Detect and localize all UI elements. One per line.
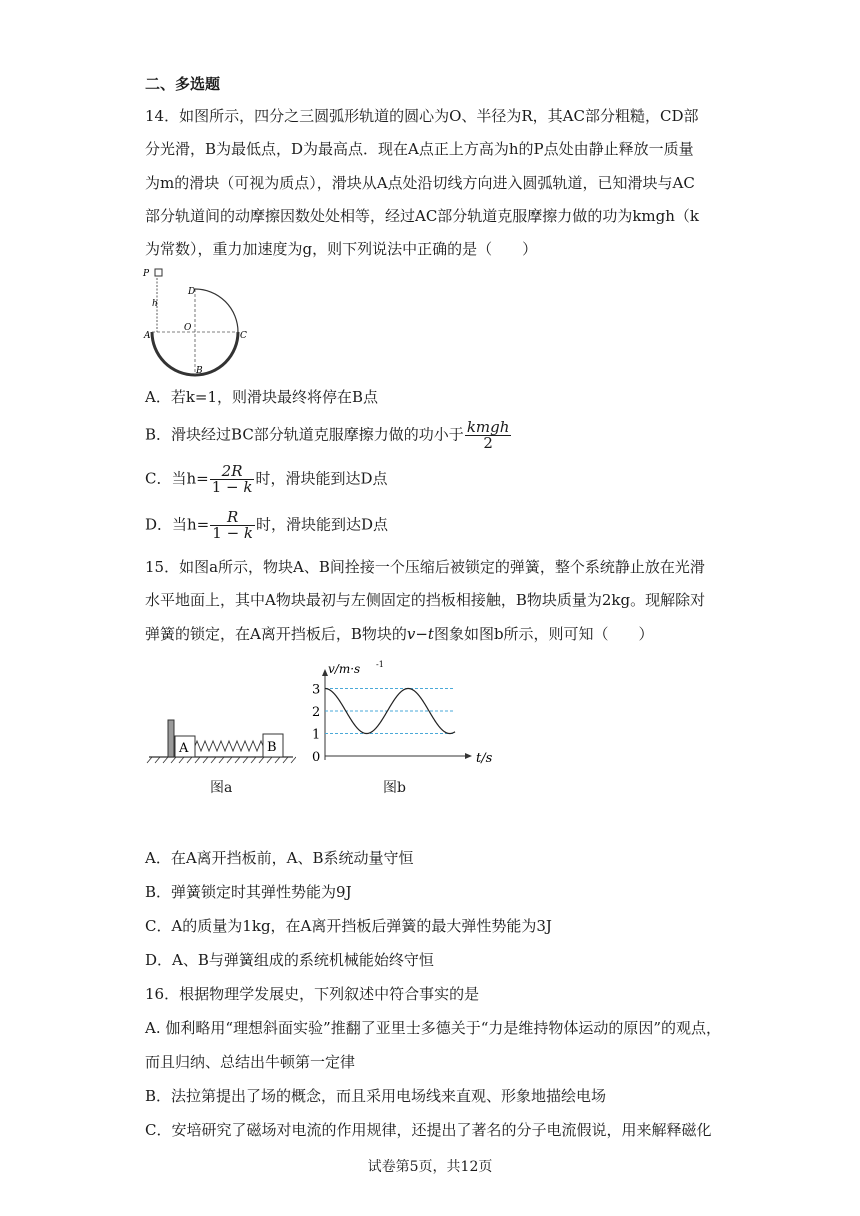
- q15-line-1: 15．如图a所示，物块A、B间拴接一个压缩后被锁定的弹簧，整个系统静止放在光滑: [145, 558, 705, 576]
- q16-option-a-line-1: A. 伽利略用“理想斜面实验”推翻了亚里士多德关于“力是维持物体运动的原因”的观点，: [145, 1019, 722, 1037]
- fraction-2r-over-1-minus-k: [210, 464, 255, 495]
- frac-den-part: 1 −: [211, 478, 244, 496]
- figure-b-caption: 图b: [383, 780, 406, 796]
- frac-den-k: k: [243, 478, 253, 496]
- q14-line-3: 为m的滑块（可视为质点），滑块从A点处沿切线方向进入圆弧轨道，已知滑块与AC: [145, 174, 695, 192]
- y-tick-labels: [312, 683, 320, 766]
- frac-den-k: k: [243, 524, 254, 542]
- reference-lines: [325, 689, 455, 734]
- q14-line-4: 部分轨道间的动摩擦因数处处相等，经过AC部分轨道克服摩擦力做的功为kmgh（k: [145, 207, 699, 225]
- section-heading: 二、多选题: [145, 75, 221, 93]
- frac-numerator: 2R: [210, 464, 255, 480]
- block-a-label: A: [179, 741, 189, 756]
- q15-option-c: C．A的质量为1kg，在A离开挡板后弹簧的最大弹性势能为3J: [145, 917, 552, 935]
- q16-stem: 16．根据物理学发展史，下列叙述中符合事实的是: [145, 985, 480, 1003]
- y-tick-3: 3: [312, 682, 321, 698]
- q14-option-c-prefix: C．当h=: [145, 469, 209, 488]
- q16-option-a-line-2: 而且归纳、总结出牛顿第一定律: [145, 1053, 356, 1071]
- y-tick-1: 1: [312, 727, 321, 743]
- compressed-spring: [195, 741, 263, 751]
- q14-option-d-prefix: D．当h=: [145, 515, 210, 534]
- x-axis-arrow: [465, 753, 472, 759]
- label-d: D: [188, 287, 196, 297]
- ground-hatching: [147, 757, 296, 763]
- figure-b-vt-graph: [300, 657, 510, 767]
- y-axis-label-superscript: -1: [376, 660, 384, 669]
- figure-a-caption: 图a: [210, 780, 233, 796]
- q15-line-3-suffix: 图象如图b所示，则可知（ ）: [433, 625, 654, 643]
- label-h: h: [152, 299, 158, 309]
- frac-denominator: [210, 480, 255, 495]
- q14-option-d-suffix: 时，滑块能到达D点: [256, 515, 389, 534]
- q14-line-5: 为常数），重力加速度为g，则下列说法中正确的是（ ）: [145, 240, 538, 258]
- y-tick-2: 2: [312, 705, 321, 720]
- q14-option-a: A．若k=1，则滑块最终将停在B点: [145, 388, 379, 406]
- q15-option-a: A．在A离开挡板前，A、B系统动量守恒: [145, 849, 414, 867]
- slider-block-p: [155, 269, 162, 276]
- x-axis-label: t/s: [476, 751, 493, 766]
- frac-denominator: 2: [483, 434, 493, 452]
- q16-option-b: B．法拉第提出了场的概念，而且采用电场线来直观、形象地描绘电场: [145, 1087, 607, 1105]
- q14-option-c: [145, 464, 388, 495]
- q14-option-d: [145, 510, 388, 541]
- fraction-r-over-1-minus-k: [210, 510, 255, 541]
- fixed-baffle: [168, 720, 174, 757]
- label-o: O: [184, 323, 192, 333]
- q15-line-3-prefix: 弹簧的锁定，在A离开挡板后，B物块的: [145, 625, 407, 643]
- q15-option-d: D．A、B与弹簧组成的系统机械能始终守恒: [145, 951, 434, 969]
- frac-numerator: kmgh: [466, 418, 510, 436]
- q15-vt-symbol: v−t: [406, 625, 434, 643]
- q15-line-3: [145, 624, 654, 644]
- q14-line-2: 分光滑，B为最低点，D为最高点．现在A点正上方高为h的P点处由静止释放一质量: [145, 140, 694, 158]
- q15-line-2: 水平地面上，其中A物块最初与左侧固定的挡板相接触，B物块质量为2kg。现解除对: [145, 591, 706, 609]
- y-axis-label: v/m·s: [328, 662, 361, 676]
- q14-figure-circular-track: [140, 266, 250, 378]
- label-b: B: [196, 366, 203, 376]
- frac-denominator: [210, 526, 255, 541]
- fraction-kmgh-over-2: [465, 420, 512, 451]
- rough-section-ac: [152, 332, 238, 375]
- block-b-label: B: [267, 740, 277, 755]
- label-p: P: [143, 269, 150, 279]
- q14-option-b-text: B．滑块经过BC部分轨道克服摩擦力做的功小于: [145, 425, 464, 444]
- label-a: A: [144, 331, 151, 341]
- frac-numerator: R: [210, 510, 255, 526]
- page-footer: 试卷第5页，共12页: [367, 1159, 493, 1175]
- label-c: C: [240, 331, 247, 341]
- q14-line-1: 14．如图所示，四分之三圆弧形轨道的圆心为O、半径为R，其AC部分粗糙，CD部: [145, 107, 699, 125]
- q15-option-b: B．弹簧锁定时其弹性势能为9J: [145, 883, 352, 901]
- q14-option-b: [145, 420, 512, 451]
- frac-den-part: 1 −: [212, 524, 244, 542]
- q16-option-c: C．安培研究了磁场对电流的作用规律，还提出了著名的分子电流假说，用来解释磁化: [145, 1121, 712, 1139]
- q14-option-c-suffix: 时，滑块能到达D点: [255, 469, 388, 488]
- y-tick-0: 0: [312, 750, 321, 765]
